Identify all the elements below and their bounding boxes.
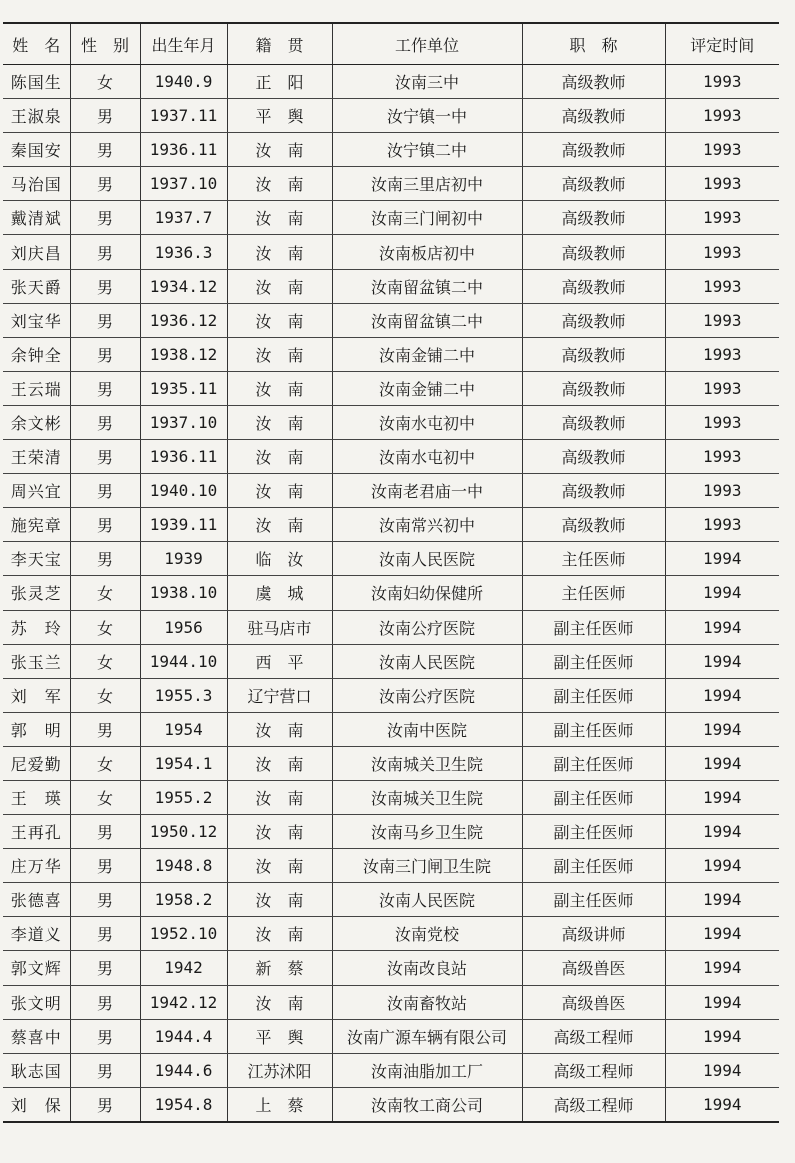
cell-assessment-year: 1994 bbox=[665, 883, 779, 917]
cell-birth-date: 1936.12 bbox=[140, 303, 227, 337]
cell-birth-date: 1936.11 bbox=[140, 440, 227, 474]
cell-work-unit: 汝南金铺二中 bbox=[332, 337, 522, 371]
cell-title: 主任医师 bbox=[522, 576, 665, 610]
cell-title: 副主任医师 bbox=[522, 780, 665, 814]
cell-name: 张文明 bbox=[3, 985, 70, 1019]
cell-native-place: 虞 城 bbox=[227, 576, 332, 610]
cell-native-place: 汝 南 bbox=[227, 917, 332, 951]
cell-name: 李天宝 bbox=[3, 542, 70, 576]
cell-birth-date: 1950.12 bbox=[140, 815, 227, 849]
cell-name: 施宪章 bbox=[3, 508, 70, 542]
cell-birth-date: 1940.10 bbox=[140, 474, 227, 508]
cell-gender: 男 bbox=[70, 951, 140, 985]
table-row bbox=[3, 405, 779, 439]
cell-title: 副主任医师 bbox=[522, 849, 665, 883]
cell-title: 高级教师 bbox=[522, 303, 665, 337]
cell-title: 主任医师 bbox=[522, 542, 665, 576]
cell-gender: 男 bbox=[70, 1087, 140, 1122]
cell-assessment-year: 1994 bbox=[665, 610, 779, 644]
cell-birth-date: 1956 bbox=[140, 610, 227, 644]
cell-birth-date: 1936.11 bbox=[140, 133, 227, 167]
cell-native-place: 汝 南 bbox=[227, 405, 332, 439]
table-row bbox=[3, 951, 779, 985]
cell-work-unit: 汝南牧工商公司 bbox=[332, 1087, 522, 1122]
table-row bbox=[3, 337, 779, 371]
header-birth-date: 出生年月 bbox=[140, 23, 227, 65]
header-assessment-year: 评定时间 bbox=[665, 23, 779, 65]
cell-name: 马治国 bbox=[3, 167, 70, 201]
table-row bbox=[3, 1053, 779, 1087]
header-gender: 性 别 bbox=[70, 23, 140, 65]
cell-assessment-year: 1994 bbox=[665, 712, 779, 746]
cell-name: 张德喜 bbox=[3, 883, 70, 917]
cell-gender: 女 bbox=[70, 576, 140, 610]
table-row bbox=[3, 576, 779, 610]
header-name: 姓 名 bbox=[3, 23, 70, 65]
cell-birth-date: 1958.2 bbox=[140, 883, 227, 917]
cell-gender: 男 bbox=[70, 712, 140, 746]
table-row bbox=[3, 610, 779, 644]
cell-name: 郭 明 bbox=[3, 712, 70, 746]
cell-title: 高级兽医 bbox=[522, 951, 665, 985]
cell-name: 秦国安 bbox=[3, 133, 70, 167]
cell-assessment-year: 1993 bbox=[665, 303, 779, 337]
table-row bbox=[3, 65, 779, 99]
cell-native-place: 临 汝 bbox=[227, 542, 332, 576]
cell-assessment-year: 1993 bbox=[665, 235, 779, 269]
cell-assessment-year: 1994 bbox=[665, 1087, 779, 1122]
cell-birth-date: 1939.11 bbox=[140, 508, 227, 542]
cell-work-unit: 汝南三门闸卫生院 bbox=[332, 849, 522, 883]
cell-gender: 女 bbox=[70, 678, 140, 712]
cell-title: 高级工程师 bbox=[522, 1087, 665, 1122]
cell-work-unit: 汝南人民医院 bbox=[332, 542, 522, 576]
cell-assessment-year: 1994 bbox=[665, 849, 779, 883]
cell-name: 刘 军 bbox=[3, 678, 70, 712]
cell-title: 高级讲师 bbox=[522, 917, 665, 951]
table-row bbox=[3, 371, 779, 405]
cell-assessment-year: 1994 bbox=[665, 951, 779, 985]
cell-birth-date: 1942.12 bbox=[140, 985, 227, 1019]
cell-native-place: 汝 南 bbox=[227, 815, 332, 849]
cell-name: 庄万华 bbox=[3, 849, 70, 883]
cell-name: 李道义 bbox=[3, 917, 70, 951]
cell-gender: 男 bbox=[70, 508, 140, 542]
cell-work-unit: 汝南留盆镇二中 bbox=[332, 269, 522, 303]
cell-name: 张灵芝 bbox=[3, 576, 70, 610]
header-work-unit: 工作单位 bbox=[332, 23, 522, 65]
cell-work-unit: 汝南老君庙一中 bbox=[332, 474, 522, 508]
cell-gender: 男 bbox=[70, 371, 140, 405]
cell-assessment-year: 1993 bbox=[665, 474, 779, 508]
cell-native-place: 汝 南 bbox=[227, 201, 332, 235]
cell-birth-date: 1955.3 bbox=[140, 678, 227, 712]
cell-work-unit: 汝南妇幼保健所 bbox=[332, 576, 522, 610]
cell-name: 张天爵 bbox=[3, 269, 70, 303]
cell-native-place: 汝 南 bbox=[227, 849, 332, 883]
cell-native-place: 汝 南 bbox=[227, 508, 332, 542]
cell-name: 余文彬 bbox=[3, 405, 70, 439]
cell-name: 尼爱勤 bbox=[3, 746, 70, 780]
cell-native-place: 汝 南 bbox=[227, 440, 332, 474]
cell-gender: 女 bbox=[70, 610, 140, 644]
cell-assessment-year: 1993 bbox=[665, 133, 779, 167]
cell-native-place: 新 蔡 bbox=[227, 951, 332, 985]
table-row bbox=[3, 99, 779, 133]
cell-native-place: 汝 南 bbox=[227, 746, 332, 780]
table-row bbox=[3, 235, 779, 269]
cell-native-place: 驻马店市 bbox=[227, 610, 332, 644]
cell-gender: 男 bbox=[70, 849, 140, 883]
cell-name: 耿志国 bbox=[3, 1053, 70, 1087]
cell-native-place: 汝 南 bbox=[227, 712, 332, 746]
cell-gender: 男 bbox=[70, 883, 140, 917]
table-row bbox=[3, 167, 779, 201]
cell-work-unit: 汝南三里店初中 bbox=[332, 167, 522, 201]
cell-title: 高级教师 bbox=[522, 269, 665, 303]
cell-work-unit: 汝南水屯初中 bbox=[332, 440, 522, 474]
table-row bbox=[3, 780, 779, 814]
cell-work-unit: 汝南水屯初中 bbox=[332, 405, 522, 439]
cell-work-unit: 汝南人民医院 bbox=[332, 883, 522, 917]
cell-name: 王再孔 bbox=[3, 815, 70, 849]
cell-native-place: 汝 南 bbox=[227, 133, 332, 167]
cell-name: 张玉兰 bbox=[3, 644, 70, 678]
cell-birth-date: 1936.3 bbox=[140, 235, 227, 269]
cell-title: 高级教师 bbox=[522, 440, 665, 474]
cell-title: 高级教师 bbox=[522, 167, 665, 201]
cell-birth-date: 1952.10 bbox=[140, 917, 227, 951]
cell-birth-date: 1937.11 bbox=[140, 99, 227, 133]
cell-name: 王 瑛 bbox=[3, 780, 70, 814]
cell-native-place: 汝 南 bbox=[227, 985, 332, 1019]
cell-assessment-year: 1994 bbox=[665, 644, 779, 678]
cell-native-place: 正 阳 bbox=[227, 65, 332, 99]
cell-name: 刘 保 bbox=[3, 1087, 70, 1122]
cell-gender: 男 bbox=[70, 133, 140, 167]
cell-work-unit: 汝南公疗医院 bbox=[332, 610, 522, 644]
table-row bbox=[3, 849, 779, 883]
cell-birth-date: 1948.8 bbox=[140, 849, 227, 883]
cell-gender: 男 bbox=[70, 542, 140, 576]
cell-work-unit: 汝南城关卫生院 bbox=[332, 780, 522, 814]
cell-title: 高级教师 bbox=[522, 133, 665, 167]
cell-title: 高级工程师 bbox=[522, 1019, 665, 1053]
cell-name: 刘宝华 bbox=[3, 303, 70, 337]
cell-name: 王荣清 bbox=[3, 440, 70, 474]
cell-gender: 女 bbox=[70, 65, 140, 99]
header-row bbox=[3, 23, 779, 65]
cell-name: 王淑泉 bbox=[3, 99, 70, 133]
cell-native-place: 汝 南 bbox=[227, 780, 332, 814]
table-row bbox=[3, 1087, 779, 1122]
cell-title: 副主任医师 bbox=[522, 815, 665, 849]
table-row bbox=[3, 985, 779, 1019]
table-row bbox=[3, 883, 779, 917]
cell-title: 高级教师 bbox=[522, 337, 665, 371]
cell-assessment-year: 1993 bbox=[665, 99, 779, 133]
cell-work-unit: 汝南马乡卫生院 bbox=[332, 815, 522, 849]
cell-title: 高级兽医 bbox=[522, 985, 665, 1019]
cell-gender: 男 bbox=[70, 474, 140, 508]
cell-work-unit: 汝南留盆镇二中 bbox=[332, 303, 522, 337]
cell-assessment-year: 1993 bbox=[665, 201, 779, 235]
cell-birth-date: 1939 bbox=[140, 542, 227, 576]
cell-name: 苏 玲 bbox=[3, 610, 70, 644]
cell-birth-date: 1944.4 bbox=[140, 1019, 227, 1053]
cell-native-place: 汝 南 bbox=[227, 235, 332, 269]
cell-name: 余钟全 bbox=[3, 337, 70, 371]
cell-title: 副主任医师 bbox=[522, 610, 665, 644]
cell-assessment-year: 1993 bbox=[665, 371, 779, 405]
cell-native-place: 汝 南 bbox=[227, 337, 332, 371]
cell-title: 高级教师 bbox=[522, 235, 665, 269]
cell-gender: 男 bbox=[70, 1019, 140, 1053]
cell-assessment-year: 1994 bbox=[665, 542, 779, 576]
cell-gender: 男 bbox=[70, 917, 140, 951]
cell-work-unit: 汝南广源车辆有限公司 bbox=[332, 1019, 522, 1053]
cell-work-unit: 汝南常兴初中 bbox=[332, 508, 522, 542]
cell-work-unit: 汝南三中 bbox=[332, 65, 522, 99]
table-body bbox=[3, 65, 779, 1122]
cell-native-place: 汝 南 bbox=[227, 371, 332, 405]
cell-work-unit: 汝南畜牧站 bbox=[332, 985, 522, 1019]
cell-work-unit: 汝南金铺二中 bbox=[332, 371, 522, 405]
cell-birth-date: 1938.10 bbox=[140, 576, 227, 610]
cell-title: 高级教师 bbox=[522, 508, 665, 542]
cell-title: 副主任医师 bbox=[522, 644, 665, 678]
cell-native-place: 上 蔡 bbox=[227, 1087, 332, 1122]
cell-work-unit: 汝南党校 bbox=[332, 917, 522, 951]
cell-assessment-year: 1993 bbox=[665, 65, 779, 99]
cell-title: 高级教师 bbox=[522, 474, 665, 508]
cell-gender: 男 bbox=[70, 405, 140, 439]
cell-gender: 男 bbox=[70, 167, 140, 201]
cell-assessment-year: 1993 bbox=[665, 440, 779, 474]
table-header bbox=[3, 23, 779, 65]
cell-name: 王云瑞 bbox=[3, 371, 70, 405]
table-row bbox=[3, 644, 779, 678]
cell-assessment-year: 1994 bbox=[665, 1019, 779, 1053]
cell-work-unit: 汝南中医院 bbox=[332, 712, 522, 746]
cell-work-unit: 汝南油脂加工厂 bbox=[332, 1053, 522, 1087]
cell-assessment-year: 1994 bbox=[665, 576, 779, 610]
table-row bbox=[3, 201, 779, 235]
cell-title: 高级教师 bbox=[522, 99, 665, 133]
cell-birth-date: 1955.2 bbox=[140, 780, 227, 814]
cell-birth-date: 1944.10 bbox=[140, 644, 227, 678]
cell-gender: 女 bbox=[70, 746, 140, 780]
cell-birth-date: 1954.8 bbox=[140, 1087, 227, 1122]
cell-native-place: 汝 南 bbox=[227, 167, 332, 201]
cell-native-place: 汝 南 bbox=[227, 474, 332, 508]
cell-work-unit: 汝南改良站 bbox=[332, 951, 522, 985]
cell-work-unit: 汝南公疗医院 bbox=[332, 678, 522, 712]
cell-gender: 女 bbox=[70, 644, 140, 678]
cell-birth-date: 1954 bbox=[140, 712, 227, 746]
cell-birth-date: 1954.1 bbox=[140, 746, 227, 780]
cell-name: 刘庆昌 bbox=[3, 235, 70, 269]
cell-name: 陈国生 bbox=[3, 65, 70, 99]
cell-gender: 男 bbox=[70, 303, 140, 337]
cell-gender: 男 bbox=[70, 815, 140, 849]
cell-assessment-year: 1994 bbox=[665, 815, 779, 849]
cell-gender: 男 bbox=[70, 201, 140, 235]
table-row bbox=[3, 746, 779, 780]
header-title: 职 称 bbox=[522, 23, 665, 65]
table-row bbox=[3, 303, 779, 337]
cell-native-place: 西 平 bbox=[227, 644, 332, 678]
table-row bbox=[3, 1019, 779, 1053]
cell-birth-date: 1937.7 bbox=[140, 201, 227, 235]
cell-assessment-year: 1993 bbox=[665, 269, 779, 303]
cell-gender: 男 bbox=[70, 1053, 140, 1087]
table-row bbox=[3, 269, 779, 303]
table-row bbox=[3, 542, 779, 576]
cell-work-unit: 汝南板店初中 bbox=[332, 235, 522, 269]
cell-gender: 女 bbox=[70, 780, 140, 814]
cell-title: 高级教师 bbox=[522, 65, 665, 99]
cell-assessment-year: 1993 bbox=[665, 337, 779, 371]
cell-title: 副主任医师 bbox=[522, 883, 665, 917]
cell-assessment-year: 1993 bbox=[665, 508, 779, 542]
cell-birth-date: 1934.12 bbox=[140, 269, 227, 303]
cell-title: 副主任医师 bbox=[522, 712, 665, 746]
cell-birth-date: 1935.11 bbox=[140, 371, 227, 405]
cell-name: 郭文辉 bbox=[3, 951, 70, 985]
cell-name: 戴清斌 bbox=[3, 201, 70, 235]
cell-assessment-year: 1994 bbox=[665, 917, 779, 951]
cell-assessment-year: 1994 bbox=[665, 780, 779, 814]
cell-gender: 男 bbox=[70, 269, 140, 303]
cell-native-place: 辽宁营口 bbox=[227, 678, 332, 712]
cell-gender: 男 bbox=[70, 235, 140, 269]
table-row bbox=[3, 133, 779, 167]
cell-birth-date: 1938.12 bbox=[140, 337, 227, 371]
cell-native-place: 汝 南 bbox=[227, 883, 332, 917]
table-row bbox=[3, 508, 779, 542]
cell-native-place: 汝 南 bbox=[227, 303, 332, 337]
cell-work-unit: 汝南人民医院 bbox=[332, 644, 522, 678]
cell-native-place: 平 舆 bbox=[227, 1019, 332, 1053]
cell-work-unit: 汝宁镇二中 bbox=[332, 133, 522, 167]
cell-assessment-year: 1994 bbox=[665, 746, 779, 780]
cell-assessment-year: 1993 bbox=[665, 405, 779, 439]
cell-gender: 男 bbox=[70, 985, 140, 1019]
cell-name: 周兴宜 bbox=[3, 474, 70, 508]
cell-birth-date: 1944.6 bbox=[140, 1053, 227, 1087]
personnel-table bbox=[3, 22, 779, 1123]
table-row bbox=[3, 917, 779, 951]
cell-title: 高级教师 bbox=[522, 405, 665, 439]
cell-gender: 男 bbox=[70, 440, 140, 474]
table-row bbox=[3, 440, 779, 474]
cell-birth-date: 1942 bbox=[140, 951, 227, 985]
cell-title: 高级教师 bbox=[522, 201, 665, 235]
table-row bbox=[3, 474, 779, 508]
header-native-place: 籍 贯 bbox=[227, 23, 332, 65]
cell-work-unit: 汝南三门闸初中 bbox=[332, 201, 522, 235]
cell-native-place: 汝 南 bbox=[227, 269, 332, 303]
table-row bbox=[3, 678, 779, 712]
cell-native-place: 江苏沭阳 bbox=[227, 1053, 332, 1087]
cell-gender: 男 bbox=[70, 337, 140, 371]
cell-assessment-year: 1994 bbox=[665, 678, 779, 712]
cell-title: 高级工程师 bbox=[522, 1053, 665, 1087]
cell-assessment-year: 1993 bbox=[665, 167, 779, 201]
cell-work-unit: 汝宁镇一中 bbox=[332, 99, 522, 133]
cell-work-unit: 汝南城关卫生院 bbox=[332, 746, 522, 780]
table-row bbox=[3, 712, 779, 746]
cell-native-place: 平 舆 bbox=[227, 99, 332, 133]
cell-assessment-year: 1994 bbox=[665, 985, 779, 1019]
cell-name: 蔡喜中 bbox=[3, 1019, 70, 1053]
cell-title: 副主任医师 bbox=[522, 678, 665, 712]
cell-title: 副主任医师 bbox=[522, 746, 665, 780]
cell-gender: 男 bbox=[70, 99, 140, 133]
cell-birth-date: 1937.10 bbox=[140, 167, 227, 201]
cell-title: 高级教师 bbox=[522, 371, 665, 405]
table-row bbox=[3, 815, 779, 849]
cell-birth-date: 1937.10 bbox=[140, 405, 227, 439]
cell-birth-date: 1940.9 bbox=[140, 65, 227, 99]
cell-assessment-year: 1994 bbox=[665, 1053, 779, 1087]
